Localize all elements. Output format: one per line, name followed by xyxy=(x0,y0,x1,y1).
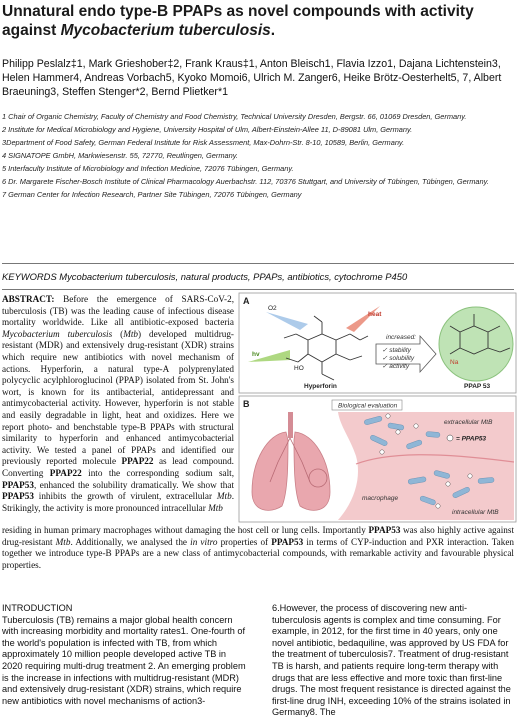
activity-label: ✓ activity xyxy=(382,363,410,370)
introduction-right-column: 6.However, the process of discovering new anti-tuberculosis agents is complex and time consuming. For example, in 2012, for the first time in 40 years, only one novel antibiotic, bedaquiline, was approved by US FDA for the treatment of tuberculosis7. Treatment of drug-resistant TB is harsh, and patients require long-term therapy with drugs that are less effective and more toxic than first-line drugs. The most frequent resistance is directed against the first-line drug INH, exceeding 10% of the strains isolated in Germany8. The xyxy=(272,603,511,718)
hv-label: hv xyxy=(252,351,260,358)
intracellular-label: intracellular MtB xyxy=(452,509,499,516)
increased-label: increased: xyxy=(386,334,416,341)
macrophage-cell xyxy=(338,412,514,520)
keywords: KEYWORDS Mycobacterium tuberculosis, natural products, PPAPs, antibiotics, cytochrome P450 xyxy=(2,271,408,282)
affiliation-5: 5 Interfaculty Institute of Microbiology and Infection Medicine, 72076 Tübingen, Germany. xyxy=(2,164,294,173)
solubility-label: ✓ solubility xyxy=(382,355,415,362)
affiliation-6: 6 Dr. Margarete Fischer-Bosch Institute of Clinical Pharmacology Auerbachstr. 112, 70376 Stuttgart, and University of Tübingen, Tübingen, Germany. xyxy=(2,177,489,186)
bio-eval-label: Biological evaluation xyxy=(338,402,398,410)
title-italic: Mycobacterium tuberculosis xyxy=(60,22,271,39)
introduction-left-column xyxy=(2,603,247,707)
title-line-2: against Mycobacterium tuberculosis. xyxy=(2,22,276,39)
ppap53-structure-label: PPAP 53 xyxy=(464,383,491,390)
abstract-continued: residing in human primary macrophages without damaging the host cell or lung cells. Importantly PPAP53 was also highly active against drug-resistant Mtb. Additionally, we analysed the in vitro properties of PPAP53 in terms of CYP-induction and PXR interaction. Taken together we introduce type-B PPAPs are a new class of antimycobacterial compounds, with remarkable activity and favourable physical properties. xyxy=(2,525,515,570)
affiliation-3: 3Department of Food Safety, German Federal Institute for Risk Assessment, Max-Dohrn-Str. 8-10, 10589, Berlin, Germany. xyxy=(2,138,405,147)
paper-title xyxy=(2,2,514,40)
introduction-left-text: Tuberculosis (TB) remains a major global health concern with increasing morbidity and mortality rates1. One-fourth of the world's population is infected with TB, from which approximately 10 million people developed active TB in 2020 requiring multi-drug treatment 2. An emerging problem is the increase in infections with multidrug-resistant (MDR) and extensively drug-resistant (XDR) strains, which require new antibiotics with novel mechanisms of action3- xyxy=(2,614,246,706)
heat-label: heat xyxy=(368,311,382,318)
ppap53-highlight-circle xyxy=(439,307,513,381)
affiliation-7: 7 German Center for Infection Research, Partner Site Tübingen, 72076 Tübingen, Germany xyxy=(2,190,302,199)
sodium-label: Na xyxy=(450,359,459,366)
o2-label: O2 xyxy=(268,305,277,312)
title-line-1: Unnatural endo type-B PPAPs as novel compounds with activity xyxy=(2,3,474,20)
macrophage-label: macrophage xyxy=(362,495,399,502)
panel-a-label: A xyxy=(243,296,250,306)
affiliation-2: 2 Institute for Medical Microbiology and Hygiene, University Hospital of Ulm, Albert-Einstein-Allee 11, D-89081 Ulm, Germany. xyxy=(2,125,413,134)
ppap53-legend-dot xyxy=(447,435,453,441)
affiliation-1: 1 Chair of Organic Chemistry, Faculty of Chemistry and Food Chemistry, Technical University Dresden, Bergstr. 66, 01069 Dresden, Germany. xyxy=(2,112,467,121)
graphical-abstract xyxy=(238,292,517,524)
ppap53-legend-label: = PPAP53 xyxy=(456,435,487,443)
abstract-label: ABSTRACT: xyxy=(2,294,55,304)
author-list: Philipp Peslalz‡1, Mark Grieshober‡2, Frank Kraus‡1, Anton Bleisch1, Flavia Izzo1, Dajana Lichtenstein3, Helen Hammer4, Andreas Vorbach5, Kyoko Momoi6, Ulrich M. Zanger6, Heike Brötz-Oesterhelt5, 7, Albert Braeuning3, Steffen Stenger*2, Bernd Plietker*1 xyxy=(2,58,502,98)
extracellular-label: extracellular MtB xyxy=(444,419,493,426)
affiliation-4: 4 SIGNATOPE GmbH, Markwiesenstr. 55, 72770, Reutlingen, Germany. xyxy=(2,151,238,160)
affiliation-list xyxy=(2,112,514,203)
divider-top xyxy=(2,263,514,264)
divider-bottom xyxy=(2,289,514,290)
hyperforin-label: Hyperforin xyxy=(304,383,337,390)
introduction-heading: INTRODUCTION xyxy=(2,603,73,613)
abstract-column: ABSTRACT: Before the emergence of SARS-CoV-2, tuberculosis (TB) was the leading cause of infectious disease mortality worldwide. Like all antibiotic-exposed bacteria Mycobacterium tuberculosis (Mtb) developed multidrug-resistant (MDR) and extensively drug-resistant (XDR) strains which require new antibiotics with novel mechanism of actions. Hyperforin, a natural type-A polyprenylated polycyclic acylphloroglucinol (PPAP) isolated from St. John's wort, is known for its antibacterial, antidepressant and antimycobacterial activity. However, hyperforin is not stable and easily degradable in light, heat and oxidizes. Here we report photo- and benchstable type-B PPAPs with structural similarity to hyperforin and enhanced antimycobacterial activity. We tested a panel of PPAPs and identified our previously reported molecule PPAP22 as lead compound. Converting PPAP22 into the corresponding sodium salt, PPAP53, enhanced the solubility dramatically. We show that PPAP53 inhibits the growth of virulent, extracellular Mtb. Strikingly, the activity is more pronounced intracellular Mtb xyxy=(2,294,235,513)
panel-b-label: B xyxy=(243,399,250,409)
ho-label: HO xyxy=(294,365,304,372)
stability-label: ✓ stability xyxy=(382,347,411,354)
